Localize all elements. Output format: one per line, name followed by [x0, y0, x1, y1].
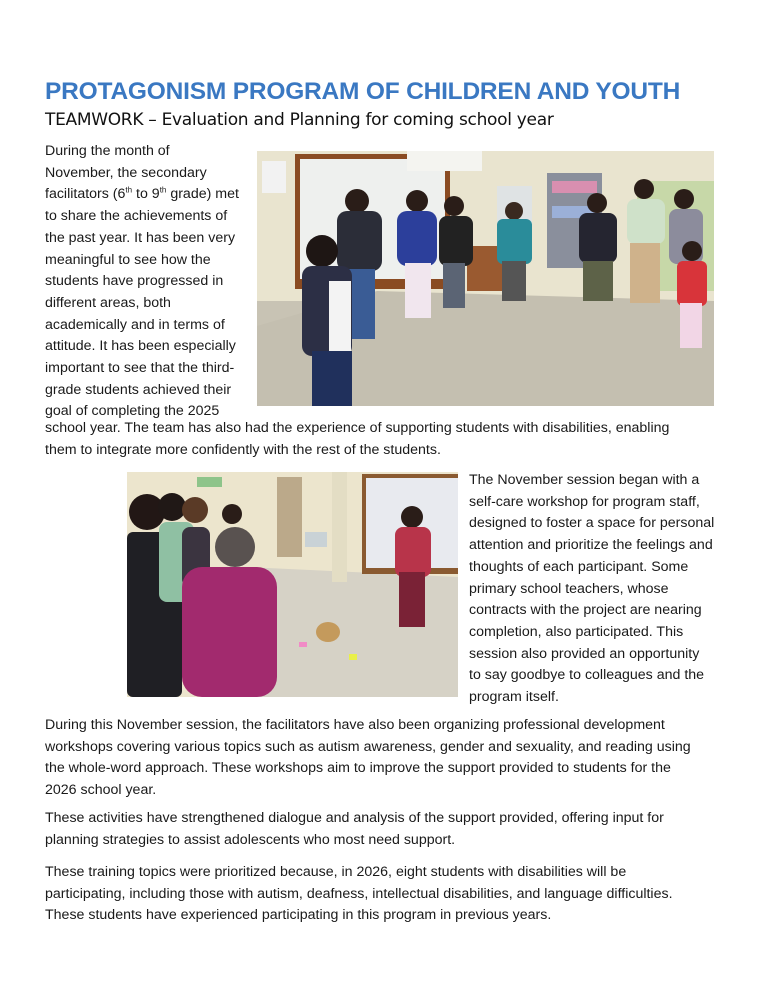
- photo-illustration: [127, 472, 458, 697]
- superscript: th: [159, 185, 167, 195]
- text-line: planning strategies to assist adolescents who most need support.: [45, 831, 456, 848]
- text-line: These students have experienced participating in this program in previous years.: [45, 907, 552, 924]
- text-line: goal of completing the 2025: [45, 403, 220, 420]
- text-line: 2026 school year.: [45, 782, 157, 799]
- text-line: primary school teachers, whose: [469, 580, 669, 597]
- superscript: th: [125, 185, 133, 195]
- text-line: school year. The team has also had the experience of supporting students with disabilities, enabling: [45, 420, 670, 436]
- paragraph-intro-continued: [45, 418, 735, 461]
- text-line: them to integrate more confidently with the rest of the students.: [45, 441, 441, 458]
- text-line: program itself.: [469, 689, 559, 706]
- text-line: completion, also participated. This: [469, 623, 684, 640]
- text-fragment: grade) met: [166, 186, 239, 203]
- text-line: the whole-word approach. These workshops aim to improve the support provided to students for the: [45, 760, 671, 777]
- text-line: During this November session, the facilitators have also been organizing professional development: [45, 717, 665, 733]
- text-line: the past year. It has been very: [45, 229, 236, 246]
- text-line: to say goodbye to colleagues and the: [469, 667, 705, 684]
- photo-selfcare-workshop: [127, 472, 458, 697]
- text-line: academically and in terms of: [45, 316, 225, 333]
- text-line: attention and prioritize the feelings and: [469, 537, 713, 554]
- text-fragment: to 9: [132, 186, 160, 203]
- text-line: to share the achievements of: [45, 208, 228, 225]
- page-title: PROTAGONISM PROGRAM OF CHILDREN AND YOUTH: [45, 78, 681, 105]
- paragraph-dialogue: [45, 808, 725, 851]
- text-line: participating, including those with autism, deafness, intellectual disabilities, and language difficulties.: [45, 885, 673, 902]
- text-line: different areas, both: [45, 294, 171, 311]
- text-line: The November session began with a: [469, 472, 700, 488]
- text-fragment: facilitators (6: [45, 186, 126, 203]
- text-line: self-care workshop for program staff,: [469, 493, 700, 510]
- text-line: grade students achieved their: [45, 381, 232, 398]
- paragraph-training-topics: [45, 862, 735, 927]
- text-line: workshops covering various topics such as autism awareness, gender and sexuality, and reading using: [45, 738, 691, 755]
- text-line: These activities have strengthened dialogue and analysis of the support provided, offering input for: [45, 810, 664, 826]
- text-line: meaningful to see how the: [45, 251, 211, 268]
- text-line: session also provided an opportunity: [469, 645, 700, 662]
- paragraph-professional-development: [45, 715, 725, 802]
- text-line: thoughts of each participant. Some: [469, 558, 689, 575]
- text-line: contracts with the project are nearing: [469, 602, 702, 619]
- text-line: November, the secondary: [45, 164, 207, 181]
- photo-illustration: [257, 151, 714, 406]
- text-line: During the month of: [45, 143, 170, 159]
- photo-teamwork-circle: [257, 151, 714, 406]
- text-line: students have progressed in: [45, 273, 224, 290]
- paragraph-intro: [45, 141, 250, 423]
- text-line: important to see that the third-: [45, 360, 235, 377]
- text-line-facilitators: [45, 184, 250, 206]
- text-line: attitude. It has been especially: [45, 338, 236, 355]
- text-line: designed to foster a space for personal: [469, 515, 715, 532]
- page-subtitle: TEAMWORK – Evaluation and Planning for coming school year: [45, 110, 554, 130]
- paragraph-selfcare: [469, 470, 731, 709]
- text-line: These training topics were prioritized because, in 2026, eight students with disabilities will be: [45, 864, 627, 880]
